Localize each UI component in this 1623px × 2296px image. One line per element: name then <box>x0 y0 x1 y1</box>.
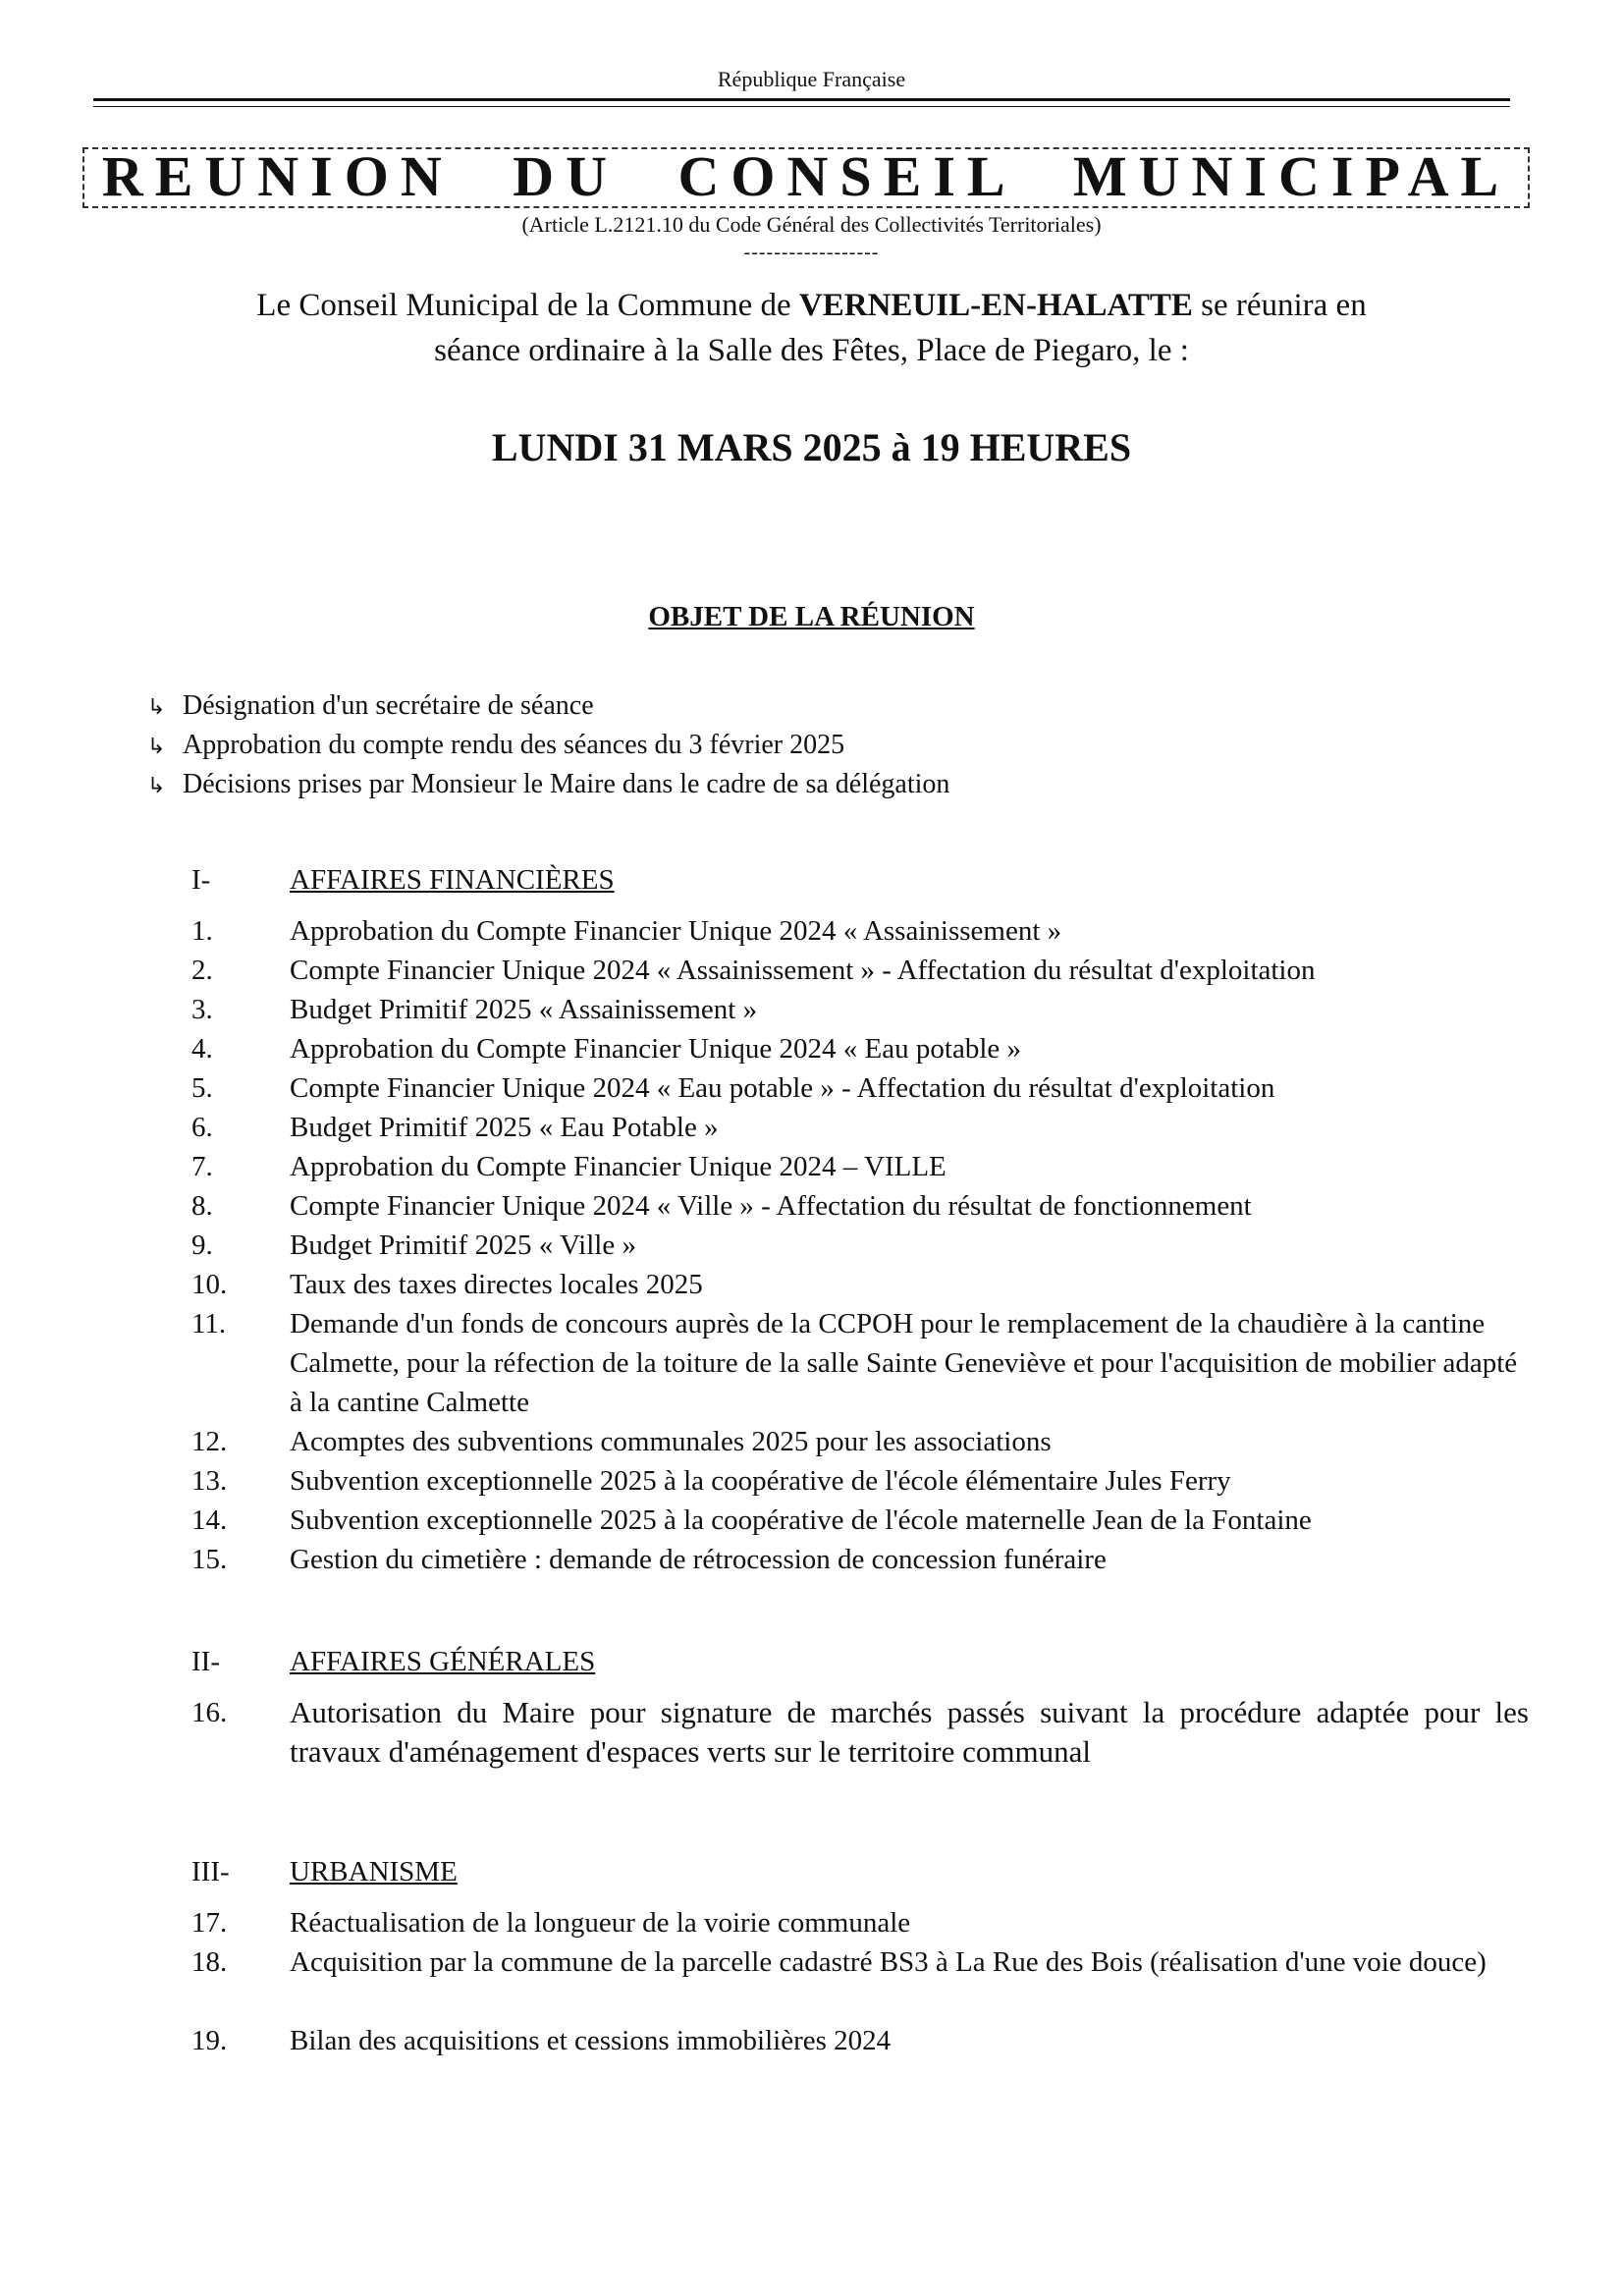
hook-arrow-icon: ↳ <box>147 735 166 759</box>
agenda-item <box>0 1226 1623 1265</box>
section-number: I- <box>191 864 211 896</box>
hook-arrow-icon: ↳ <box>147 774 166 798</box>
agenda-item <box>0 1265 1623 1304</box>
preliminary-item <box>147 687 949 727</box>
item-number: 17. <box>191 1907 228 1939</box>
intro-text-2: se réunira en <box>1192 288 1367 323</box>
agenda-item <box>0 2021 1623 2060</box>
item-number: 11. <box>191 1308 227 1339</box>
item-number: 16. <box>191 1697 228 1728</box>
agenda-item <box>0 1501 1623 1540</box>
agenda-item <box>0 1186 1623 1226</box>
intro-line-1 <box>79 283 1544 328</box>
commune-name: VERNEUIL-EN-HALATTE <box>798 288 1193 323</box>
preliminary-item-text: Approbation du compte rendu des séances du 3 février 2025 <box>183 730 845 760</box>
intro-text-1: Le Conseil Municipal de la Commune de <box>256 288 799 323</box>
preliminary-item-text: Décisions prises par Monsieur le Maire dans le cadre de sa délégation <box>183 769 950 799</box>
item-text: Subvention exceptionnelle 2025 à la coopérative de l'école élémentaire Jules Ferry <box>290 1465 1231 1497</box>
item-text: Acomptes des subventions communales 2025 pour les associations <box>290 1426 1052 1457</box>
agenda-item <box>0 1540 1623 1579</box>
item-number: 4. <box>191 1033 213 1065</box>
intro-line-2: séance ordinaire à la Salle des Fêtes, Place de Piegaro, le : <box>434 333 1189 368</box>
item-text: Compte Financier Unique 2024 « Ville » - Affectation du résultat de fonctionnement <box>290 1190 1252 1222</box>
agenda-item <box>0 1461 1623 1501</box>
agenda-item <box>0 1147 1623 1186</box>
section-title: URBANISME <box>290 1856 458 1887</box>
agenda-item <box>0 1903 1623 1942</box>
page-title: REUNION DU CONSEIL MUNICIPAL <box>101 144 1511 208</box>
item-text: Bilan des acquisitions et cessions immobilières 2024 <box>290 2025 892 2056</box>
item-number: 1. <box>191 915 213 947</box>
header-rule-thick <box>93 98 1510 101</box>
agenda-item <box>0 1422 1623 1461</box>
item-number: 8. <box>191 1190 213 1222</box>
intro-paragraph <box>79 283 1544 373</box>
republic-caption: République Française <box>717 67 906 91</box>
item-number: 12. <box>191 1426 228 1457</box>
agenda-item <box>0 1304 1623 1422</box>
item-text: Compte Financier Unique 2024 « Assainissement » - Affectation du résultat d'exploitation <box>290 955 1316 986</box>
item-number: 2. <box>191 955 213 986</box>
meeting-date: LUNDI 31 MARS 2025 à 19 HEURES <box>491 425 1132 469</box>
section-number: III- <box>191 1856 230 1887</box>
section-title: AFFAIRES GÉNÉRALES <box>290 1646 596 1677</box>
item-text: Acquisition par la commune de la parcelle cadastré BS3 à La Rue des Bois (réalisation d'une voie douce) <box>290 1946 1487 1978</box>
item-number: 6. <box>191 1112 213 1143</box>
preliminary-item-text: Désignation d'un secrétaire de séance <box>183 690 594 721</box>
item-number: 5. <box>191 1072 213 1104</box>
item-text: Subvention exceptionnelle 2025 à la coopérative de l'école maternelle Jean de la Fontaine <box>290 1504 1312 1536</box>
item-text: Compte Financier Unique 2024 « Eau potable » - Affectation du résultat d'exploitation <box>290 1072 1275 1104</box>
hook-arrow-icon: ↳ <box>147 695 166 720</box>
header-rule-thin <box>93 106 1510 107</box>
section-number: II- <box>191 1646 220 1677</box>
item-text: Taux des taxes directes locales 2025 <box>290 1269 703 1300</box>
preliminary-item <box>147 766 949 805</box>
section-heading-urbanism <box>0 1856 1623 1895</box>
item-number: 19. <box>191 2025 228 2056</box>
agenda-item <box>0 1108 1623 1147</box>
agenda-item <box>0 911 1623 951</box>
item-number: 3. <box>191 994 213 1025</box>
section-heading-general <box>0 1646 1623 1685</box>
preliminary-item <box>147 727 949 766</box>
item-text: Demande d'un fonds de concours auprès de la CCPOH pour le remplacement de la chaudière à la cantine Calmette, pour la réfection de la toiture de la salle Sainte Geneviève et pour l'acquisition de mobilier adapté à la cantine Calmette <box>290 1308 1518 1418</box>
agenda-item <box>0 990 1623 1029</box>
item-text: Budget Primitif 2025 « Eau Potable » <box>290 1112 719 1143</box>
item-text: Réactualisation de la longueur de la voirie communale <box>290 1907 911 1939</box>
separator-dashes: ------------------ <box>743 242 880 263</box>
item-number: 7. <box>191 1151 213 1182</box>
agenda-item <box>0 1068 1623 1108</box>
agenda-item <box>0 951 1623 990</box>
item-number: 10. <box>191 1269 228 1300</box>
item-text: Approbation du Compte Financier Unique 2024 – VILLE <box>290 1151 947 1182</box>
item-text: Budget Primitif 2025 « Assainissement » <box>290 994 758 1025</box>
agenda-item <box>0 1693 1623 1772</box>
item-number: 13. <box>191 1465 228 1497</box>
item-text: Gestion du cimetière : demande de rétrocession de concession funéraire <box>290 1544 1107 1575</box>
item-text: Budget Primitif 2025 « Ville » <box>290 1230 636 1261</box>
section-heading-finances <box>0 864 1623 903</box>
agenda-item <box>0 1942 1623 2021</box>
item-number: 14. <box>191 1504 228 1536</box>
item-text: Autorisation du Maire pour signature de marchés passés suivant la procédure adaptée pour les travaux d'aménagement d'espaces verts sur le territoire communal <box>290 1695 1529 1769</box>
item-number: 15. <box>191 1544 228 1575</box>
agenda-item <box>0 1029 1623 1068</box>
section-title: AFFAIRES FINANCIÈRES <box>290 864 615 896</box>
preliminary-list <box>147 687 949 805</box>
article-reference: (Article L.2121.10 du Code Général des Collectivités Territoriales) <box>521 212 1102 237</box>
item-text: Approbation du Compte Financier Unique 2024 « Eau potable » <box>290 1033 1021 1065</box>
agenda-heading: OBJET DE LA RÉUNION <box>648 601 975 632</box>
item-text: Approbation du Compte Financier Unique 2024 « Assainissement » <box>290 915 1062 947</box>
item-number: 18. <box>191 1946 228 1978</box>
item-number: 9. <box>191 1230 213 1261</box>
